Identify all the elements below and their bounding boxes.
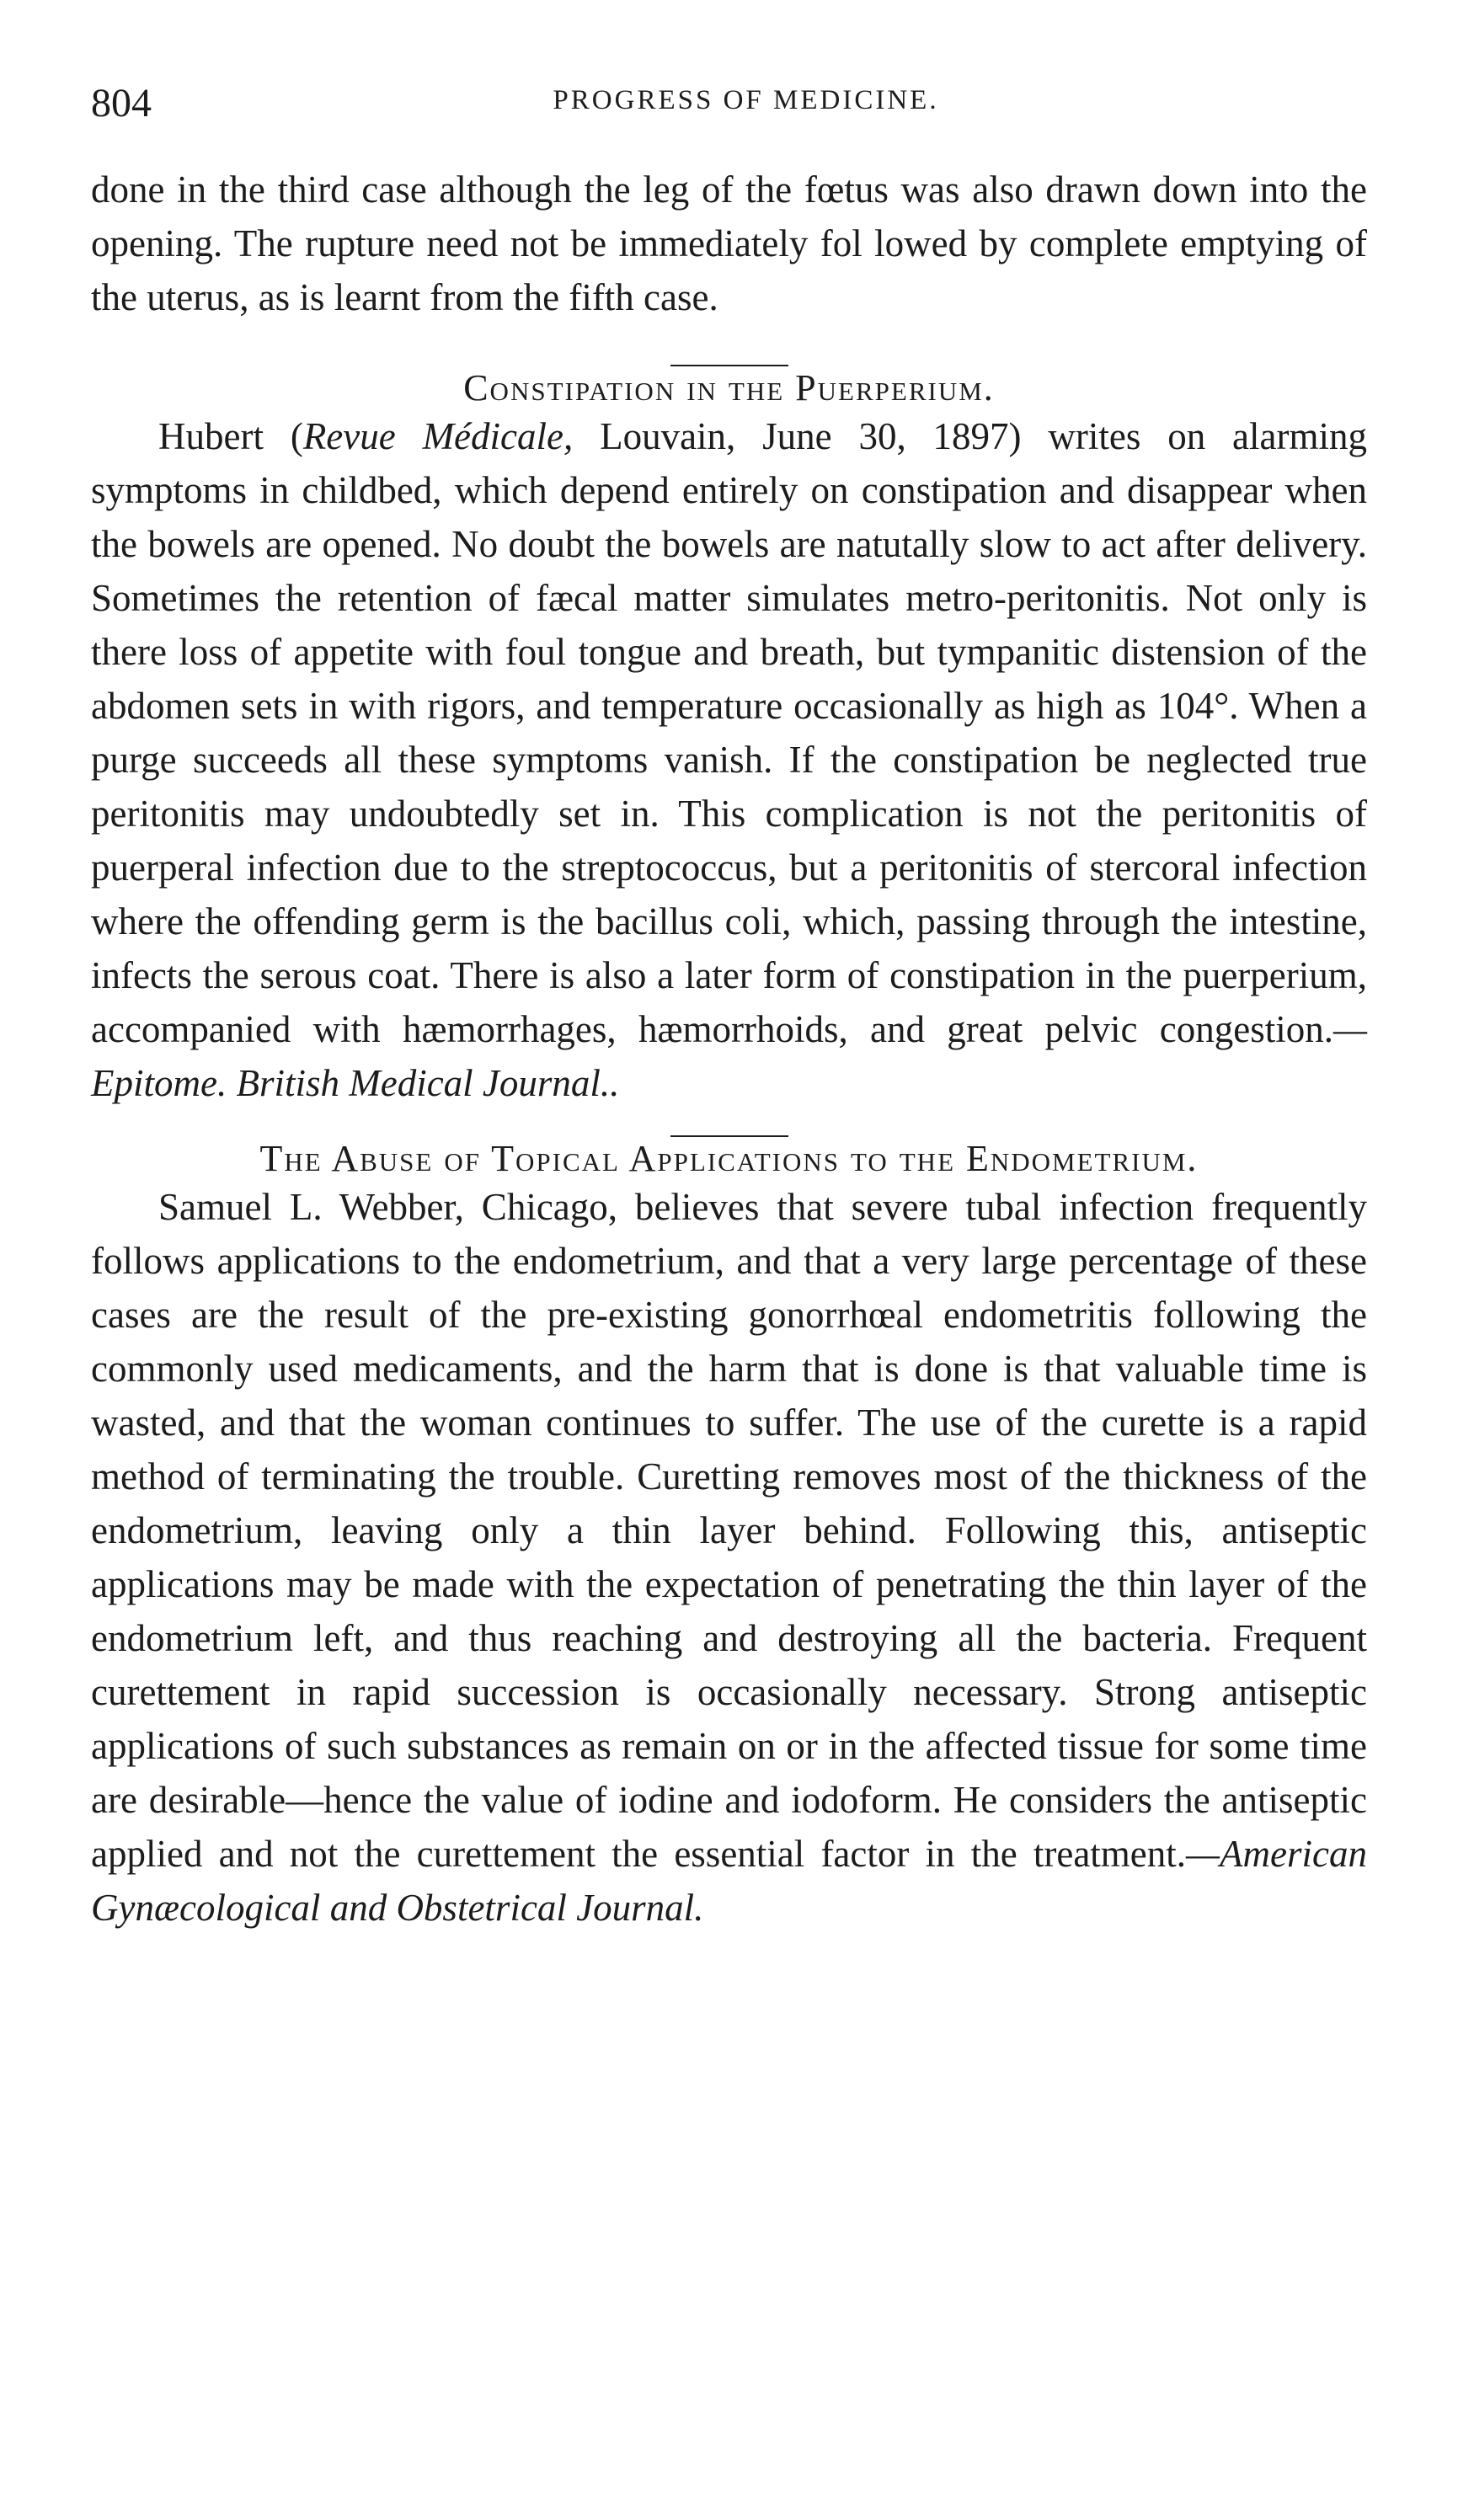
paragraph-body: Louvain, June 30, 1897) writes on alarming symptoms in childbed, which depend entirely on constipation and disappear when the bowels are opened. No doubt the bowels are natutally slow to act after delivery. Sometimes the retention of fæcal matter simulates metro-peritonitis. Not only is there loss of appetite with foul tongue and breath, but tympanitic distension of the abdomen sets in with rigors, and temperature occasionally as high as 104°. When a purge succeeds all these symptoms vanish. If the constipation be neglected true peritonitis may undoubtedly set in. This complication is not the peritonitis of puerperal infection due to the streptococcus, but a peritonitis of stercoral infection where the offending germ is the bacillus coli, which, passing through the intestine, infects the serous coat. There is also a later form of constipation in the puerperium, accompanied with hæmorrhages, hæmorrhoids, and great pelvic congestion. (91, 415, 1367, 1050)
source-citation: —Epitome. British Medical Journal.. (91, 1008, 1367, 1104)
running-title: PROGRESS OF MEDICINE. (553, 85, 939, 115)
paragraph-constipation (91, 409, 1367, 1110)
running-head (91, 80, 1367, 131)
page-number: 804 (91, 81, 152, 125)
citation-open: ( (263, 415, 303, 457)
paragraph-body: Samuel L. Webber, Chicago, believes that severe tubal infection frequently follows applications to the endometrium, and that a very large percentage of these cases are the result of the pre-existing gonorrhœal endometritis following the commonly used medicaments, and the harm that is done is that valuable time is wasted, and that the woman continues to suffer. The use of the curette is a rapid method of terminating the trouble. Curetting removes most of the thickness of the endometrium, leaving only a thin layer behind. Following this, antiseptic applications may be made with the expectation of penetrating the thin layer of the endometrium left, and thus reaching and destroying all the bacteria. Frequent curettement in rapid succession is occasionally necessary. Strong antiseptic applications of such substances as remain on or in the affected tissue for some time are desirable—hence the value of iodine and iodoform. He considers the antiseptic applied and not the curettement the essential factor in the treatment. (91, 1186, 1367, 1875)
book-page (91, 80, 1367, 1935)
author-name: Hubert (158, 415, 264, 457)
journal-title: Revue Médicale, (302, 415, 574, 457)
source-citation: —American Gynæcological and Obstetrical Journal. (91, 1833, 1367, 1929)
paragraph-topical-applications (91, 1180, 1367, 1935)
section-title-topical-applications: The Abuse of Topical Applications to the Endometrium. (259, 1138, 1199, 1179)
continuation-paragraph: done in the third case although the leg of the fœtus was also drawn down into the opening. The rupture need not be immediately fol lowed by complete emptying of the uterus, as is learnt from the fifth case. (91, 168, 1367, 318)
section-title-constipation: Constipation in the Puerperium. (463, 367, 995, 408)
